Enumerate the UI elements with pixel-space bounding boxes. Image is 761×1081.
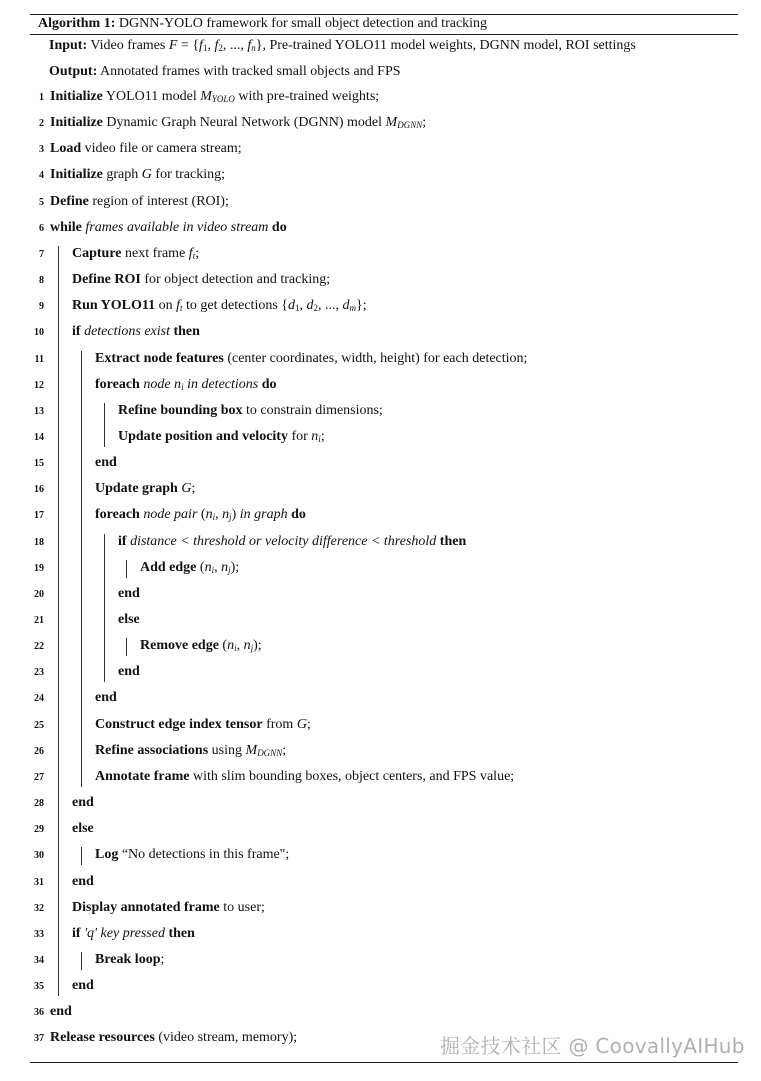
line-number: 10 bbox=[34, 327, 44, 339]
input-line bbox=[49, 37, 636, 55]
indent-bar bbox=[58, 246, 59, 996]
line-text: Extract node features (center coordinates, width, height) for each detection; bbox=[95, 350, 528, 366]
line-text: Initialize graph G for tracking; bbox=[50, 167, 225, 183]
line-number: 32 bbox=[34, 902, 44, 914]
line-number: 29 bbox=[34, 824, 44, 836]
indent-bar bbox=[126, 638, 127, 656]
indent-bar bbox=[126, 560, 127, 578]
line-text: else bbox=[118, 612, 140, 627]
line-text: Initialize Dynamic Graph Neural Network (DGNN) model $M_{DGNN}$; bbox=[50, 115, 427, 131]
line-text: end bbox=[72, 978, 94, 994]
line-text: Construct edge index tensor from G; bbox=[95, 716, 311, 732]
output-text: Annotated frames with tracked small objects and FPS bbox=[99, 64, 401, 79]
line-number: 6 bbox=[39, 222, 44, 234]
line-number: 34 bbox=[34, 954, 44, 966]
line-number: 23 bbox=[34, 667, 44, 679]
line-number: 21 bbox=[34, 615, 44, 626]
line-number: 33 bbox=[34, 928, 44, 940]
line-number: 11 bbox=[34, 353, 44, 365]
line-text: if detections exist then bbox=[72, 324, 200, 340]
line-number: 28 bbox=[34, 798, 44, 810]
line-text: end bbox=[50, 1004, 72, 1020]
line-text: Define ROI for object detection and tracking; bbox=[72, 272, 331, 288]
line-number: 30 bbox=[34, 850, 44, 862]
line-text: Capture next frame $f_t$; bbox=[72, 245, 200, 261]
line-text: Release resources (video stream, memory); bbox=[50, 1030, 298, 1046]
line-text: if distance < threshold or velocity difference < threshold then bbox=[118, 533, 467, 549]
line-number: 27 bbox=[34, 771, 44, 783]
line-number: 12 bbox=[34, 379, 44, 391]
line-text: Define region of interest (ROI); bbox=[50, 193, 229, 209]
line-text: end bbox=[118, 585, 140, 601]
line-text: Run YOLO11 on $f_t$ to get detections {$d_1$, $d_2$, ..., $d_m$}; bbox=[72, 298, 367, 314]
line-text: Display annotated frame to user; bbox=[72, 899, 265, 915]
line-text: end bbox=[95, 455, 117, 471]
line-number: 22 bbox=[34, 641, 44, 653]
line-text: Refine bounding box to constrain dimensions; bbox=[118, 402, 383, 418]
line-number: 4 bbox=[39, 170, 44, 182]
line-text: while frames available in video stream do bbox=[50, 219, 287, 235]
line-text: Log “No detections in this frame"; bbox=[95, 847, 290, 863]
line-number: 2 bbox=[39, 118, 44, 130]
line-text: Add edge ($n_i$, $n_j$); bbox=[140, 559, 240, 575]
line-text: end bbox=[72, 795, 94, 811]
line-text: Annotate frame with slim bounding boxes, object centers, and FPS value; bbox=[95, 768, 515, 784]
indent-bar bbox=[104, 534, 105, 683]
line-text: end bbox=[72, 873, 94, 889]
line-text: Update graph G; bbox=[95, 481, 196, 497]
line-number: 36 bbox=[34, 1007, 44, 1019]
line-number: 24 bbox=[34, 693, 44, 705]
algorithm-label: Algorithm 1: bbox=[38, 16, 116, 31]
line-text: if 'q' key pressed then bbox=[72, 925, 195, 941]
line-number: 18 bbox=[34, 536, 44, 548]
line-text: Initialize YOLO11 model $M_{YOLO}$ with pre-trained weights; bbox=[50, 89, 380, 104]
input-label: Input: bbox=[49, 38, 88, 53]
indent-bar bbox=[104, 403, 105, 447]
line-text: Break loop; bbox=[95, 951, 165, 967]
algorithm-caption: DGNN-YOLO framework for small object detection and tracking bbox=[118, 16, 488, 31]
line-number: 16 bbox=[34, 484, 44, 496]
line-text: Refine associations using $M_{DGNN}$; bbox=[95, 742, 287, 758]
line-text: else bbox=[72, 821, 94, 837]
line-number: 37 bbox=[34, 1033, 44, 1045]
line-number: 1 bbox=[39, 92, 44, 103]
line-number: 35 bbox=[34, 981, 44, 993]
watermark: 掘金技术社区 @ CoovallyAIHub bbox=[440, 1034, 745, 1058]
line-number: 5 bbox=[39, 196, 44, 208]
line-number: 3 bbox=[39, 144, 44, 156]
line-number: 14 bbox=[34, 431, 44, 443]
title-rule bbox=[30, 34, 738, 35]
line-text: Update position and velocity for $n_i$; bbox=[118, 428, 325, 444]
output-line bbox=[49, 63, 401, 81]
indent-bar bbox=[81, 847, 82, 865]
line-number: 7 bbox=[39, 248, 44, 260]
line-number: 13 bbox=[34, 405, 44, 417]
indent-bar bbox=[81, 952, 82, 970]
line-number: 19 bbox=[34, 562, 44, 574]
algorithm-title bbox=[38, 15, 487, 33]
line-number: 17 bbox=[34, 510, 44, 522]
line-text: foreach node $n_i$ in detections do bbox=[95, 376, 277, 392]
line-number: 26 bbox=[34, 745, 44, 757]
output-label: Output: bbox=[49, 64, 98, 79]
line-number: 9 bbox=[39, 301, 44, 313]
input-text: Video frames $F = \{f_1$, $f_2$, ..., $f_n$}, Pre-trained YOLO11 model weights, DGNN model, ROI settings bbox=[90, 38, 636, 53]
line-text: end bbox=[95, 690, 117, 706]
indent-bar bbox=[81, 351, 82, 787]
line-number: 20 bbox=[34, 588, 44, 600]
line-text: end bbox=[118, 664, 140, 680]
line-text: Load video file or camera stream; bbox=[50, 141, 242, 157]
line-text: foreach node pair ($n_i$, $n_j$) in graph do bbox=[95, 507, 306, 523]
line-number: 8 bbox=[39, 275, 44, 287]
line-number: 15 bbox=[34, 458, 44, 470]
line-number: 25 bbox=[34, 719, 44, 731]
line-number: 31 bbox=[34, 876, 44, 888]
bottom-rule bbox=[30, 1062, 738, 1063]
line-text: Remove edge ($n_i$, $n_j$); bbox=[140, 638, 262, 654]
